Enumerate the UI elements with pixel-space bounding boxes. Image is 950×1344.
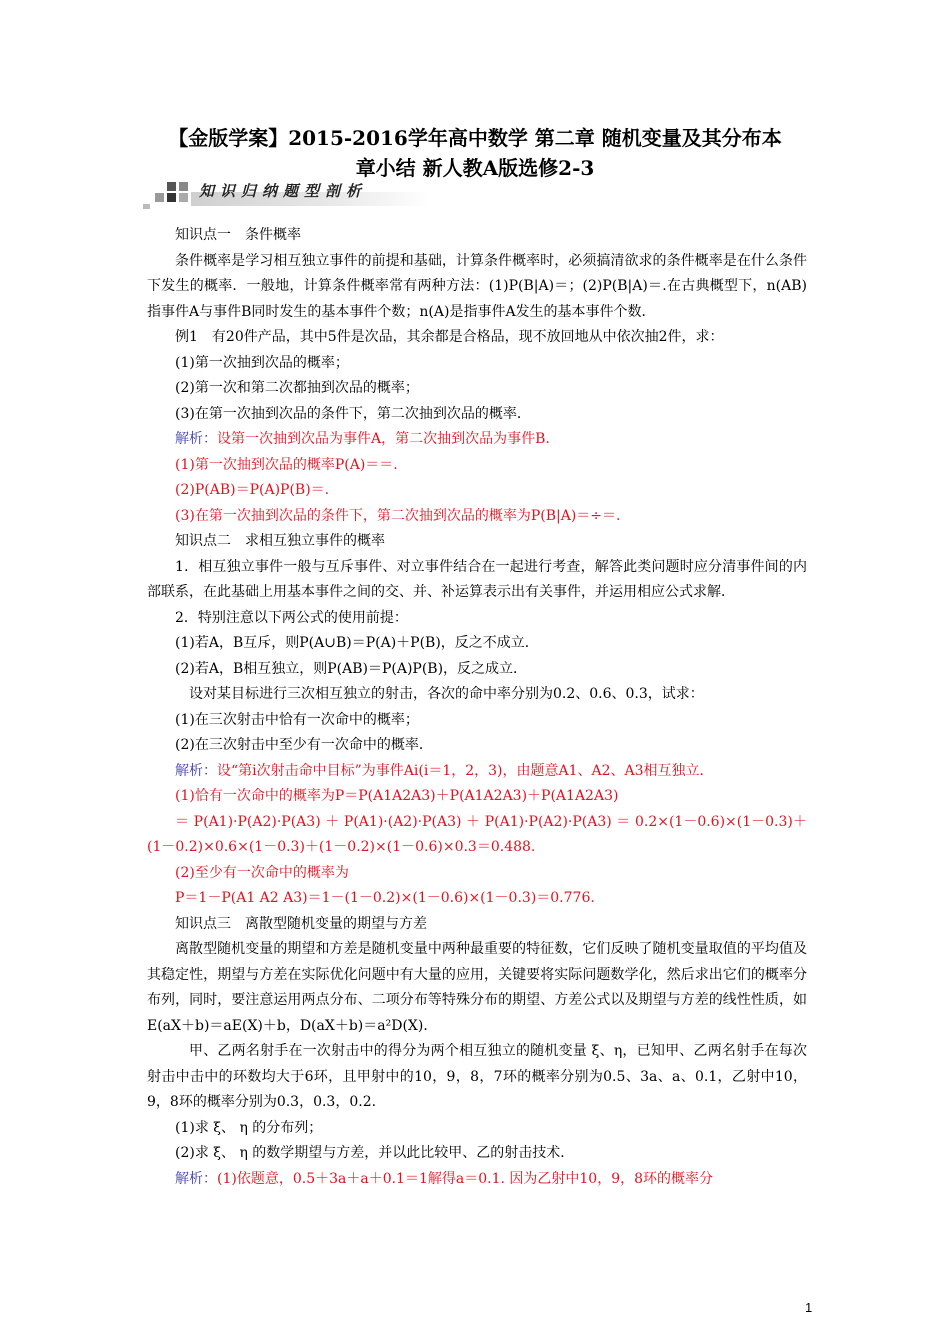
paragraph (147, 937, 807, 1039)
paragraph (147, 351, 807, 377)
paragraph (147, 708, 807, 734)
text-run: 1．相互独立事件一般与互斥事件、对立事件结合在一起进行考查，解答此类问题时应分清事件间的内部联系，在此基础上用基本事件之间的交、并、补运算表示出有关事件，并运用相应公式求解． (147, 558, 807, 600)
section-banner (143, 178, 433, 210)
text-run: (3)在第一次抽到次品的条件下，第二次抽到次品的概率． (175, 405, 531, 422)
paragraph (147, 325, 807, 351)
text-run: (2)求 ξ、 η 的数学期望与方差，并以此比较甲、乙的射击技术． (175, 1145, 575, 1161)
paragraph (147, 1039, 807, 1116)
text-run: (2)第一次和第二次都抽到次品的概率； (175, 380, 419, 396)
text-run: 2．特别注意以下两公式的使用前提： (175, 609, 408, 626)
text-run: 解析： (175, 1170, 217, 1187)
paragraph (147, 223, 807, 249)
banner-text: 知识归纳题型剖析 (199, 182, 368, 200)
text-run: (2)在三次射击中至少有一次命中的概率． (175, 737, 433, 753)
paragraph (147, 504, 807, 530)
text-run: 设“第i次射击命中目标”为事件Ai(i＝1，2，3)，由题意A1、A2、A3相互独立． (217, 762, 714, 779)
text-run: 设对某目标进行三次相互独立的射击，各次的命中率分别为0.2、0.6、0.3，试求： (189, 686, 704, 702)
text-run: 知识点三 离散型随机变量的期望与方差 (175, 915, 427, 932)
text-run: P＝1－P(A1 A2 A3)＝1－(1－0.2)×(1－0.6)×(1－0.3)＝0.776. (175, 890, 595, 906)
page-number: 1 (805, 1300, 813, 1315)
text-run: 解析： (175, 431, 217, 447)
text-run: (1)若A，B互斥，则P(A∪B)＝P(A)＋P(B)，反之不成立． (175, 635, 539, 651)
paragraph (147, 912, 807, 938)
text-run: 设第一次抽到次品为事件A，第二次抽到次品为事件B. (217, 431, 550, 447)
paragraph (147, 427, 807, 453)
text-run: 知识点一 条件概率 (175, 227, 301, 243)
paragraph (147, 402, 807, 428)
body-text (147, 223, 807, 1192)
paragraph (147, 733, 807, 759)
paragraph (147, 249, 807, 326)
text-run: (1)在三次射击中恰有一次命中的概率； (175, 711, 419, 728)
paragraph (147, 555, 807, 606)
paragraph (147, 376, 807, 402)
paragraph (147, 1141, 807, 1167)
title-line-1: 【金版学案】2015-2016学年高中数学 第二章 随机变量及其分布本 (168, 126, 782, 150)
paragraph (147, 810, 807, 861)
text-run: (2)至少有一次命中的概率为 (175, 864, 349, 881)
paragraph (147, 759, 807, 785)
title-line-2: 章小结 新人教A版选修2-3 (355, 156, 595, 180)
paragraph (147, 631, 807, 657)
text-run: 知识点二 求相互独立事件的概率 (175, 533, 385, 549)
paragraph (147, 453, 807, 479)
paragraph (147, 1116, 807, 1142)
paragraph (147, 682, 807, 708)
text-run: 条件概率是学习相互独立事件的前提和基础，计算条件概率时，必须搞清欲求的条件概率是在什么条件下发生的概率．一般地，计算条件概率常有两种方法：(1)P(B|A)＝；(2)P(B|A)＝.在古典概型下，n(AB)指事件A与事件B同时发生的基本事件个数；n(A)是指事件A发生的基本事件个数． (147, 252, 807, 320)
paragraph (147, 1167, 807, 1193)
text-run: (2)若A，B相互独立，则P(AB)＝P(A)P(B)，反之成立． (175, 660, 528, 677)
text-run: (1)第一次抽到次品的概率P(A)＝＝. (175, 456, 398, 473)
text-run: (3)在第一次抽到次品的条件下，第二次抽到次品的概率为P(B|A)＝÷＝. (175, 507, 621, 524)
text-run: (2)P(AB)＝P(A)P(B)＝. (175, 482, 330, 498)
document-title (100, 123, 850, 183)
text-run: (1)依题意，0.5＋3a＋a＋0.1＝1解得a＝0.1. 因为乙射中10，9，8环的概率分 (217, 1170, 714, 1187)
text-run: 甲、乙两名射手在一次射击中的得分为两个相互独立的随机变量 ξ、η，已知甲、乙两名射手在每次射击中击中的环数均大于6环，且甲射中的10，9，8，7环的概率分别为0.5、3a、a、0.1，乙射中10，9，8环的概率分别为0.3，0.3，0.2. (147, 1043, 807, 1110)
text-run: 解析： (175, 762, 217, 779)
text-run: (1)第一次抽到次品的概率； (175, 354, 349, 371)
paragraph (147, 529, 807, 555)
paragraph (147, 886, 807, 912)
text-run: (1)求 ξ、 η 的分布列； (175, 1119, 323, 1136)
text-run: 离散型随机变量的期望和方差是随机变量中两种最重要的特征数，它们反映了随机变量取值的平均值及其稳定性，期望与方差在实际优化问题中有大量的应用，关键要将实际问题数学化，然后求出它们的概率分布列，同时，要注意运用两点分布、二项分布等特殊分布的期望、方差公式以及期望与方差的线性性质，如E(aX＋b)＝aE(X)＋b，D(aX＋b)＝a²D(X)． (147, 941, 807, 1034)
paragraph (147, 478, 807, 504)
paragraph (147, 784, 807, 810)
text-run: 例1 有20件产品，其中5件是次品，其余都是合格品，现不放回地从中依次抽2件，求： (175, 329, 724, 345)
paragraph (147, 861, 807, 887)
text-run: (1)恰有一次命中的概率为P＝P(A1A2A3)＋P(A1A2A3)＋P(A1A2A3) (175, 788, 619, 804)
paragraph (147, 606, 807, 632)
text-run: ＝ P(A1)·P(A2)·P(A3) ＋ P(A1)·(A2)·P(A3) ＋ P(A1)·P(A2)·P(A3) ＝ 0.2×(1－0.6)×(1－0.3)＋(1－0.2)×0.6×(1－0.3)＋(1－0.2)×(1－0.6)×0.3＝0.488. (147, 813, 807, 855)
paragraph (147, 657, 807, 683)
